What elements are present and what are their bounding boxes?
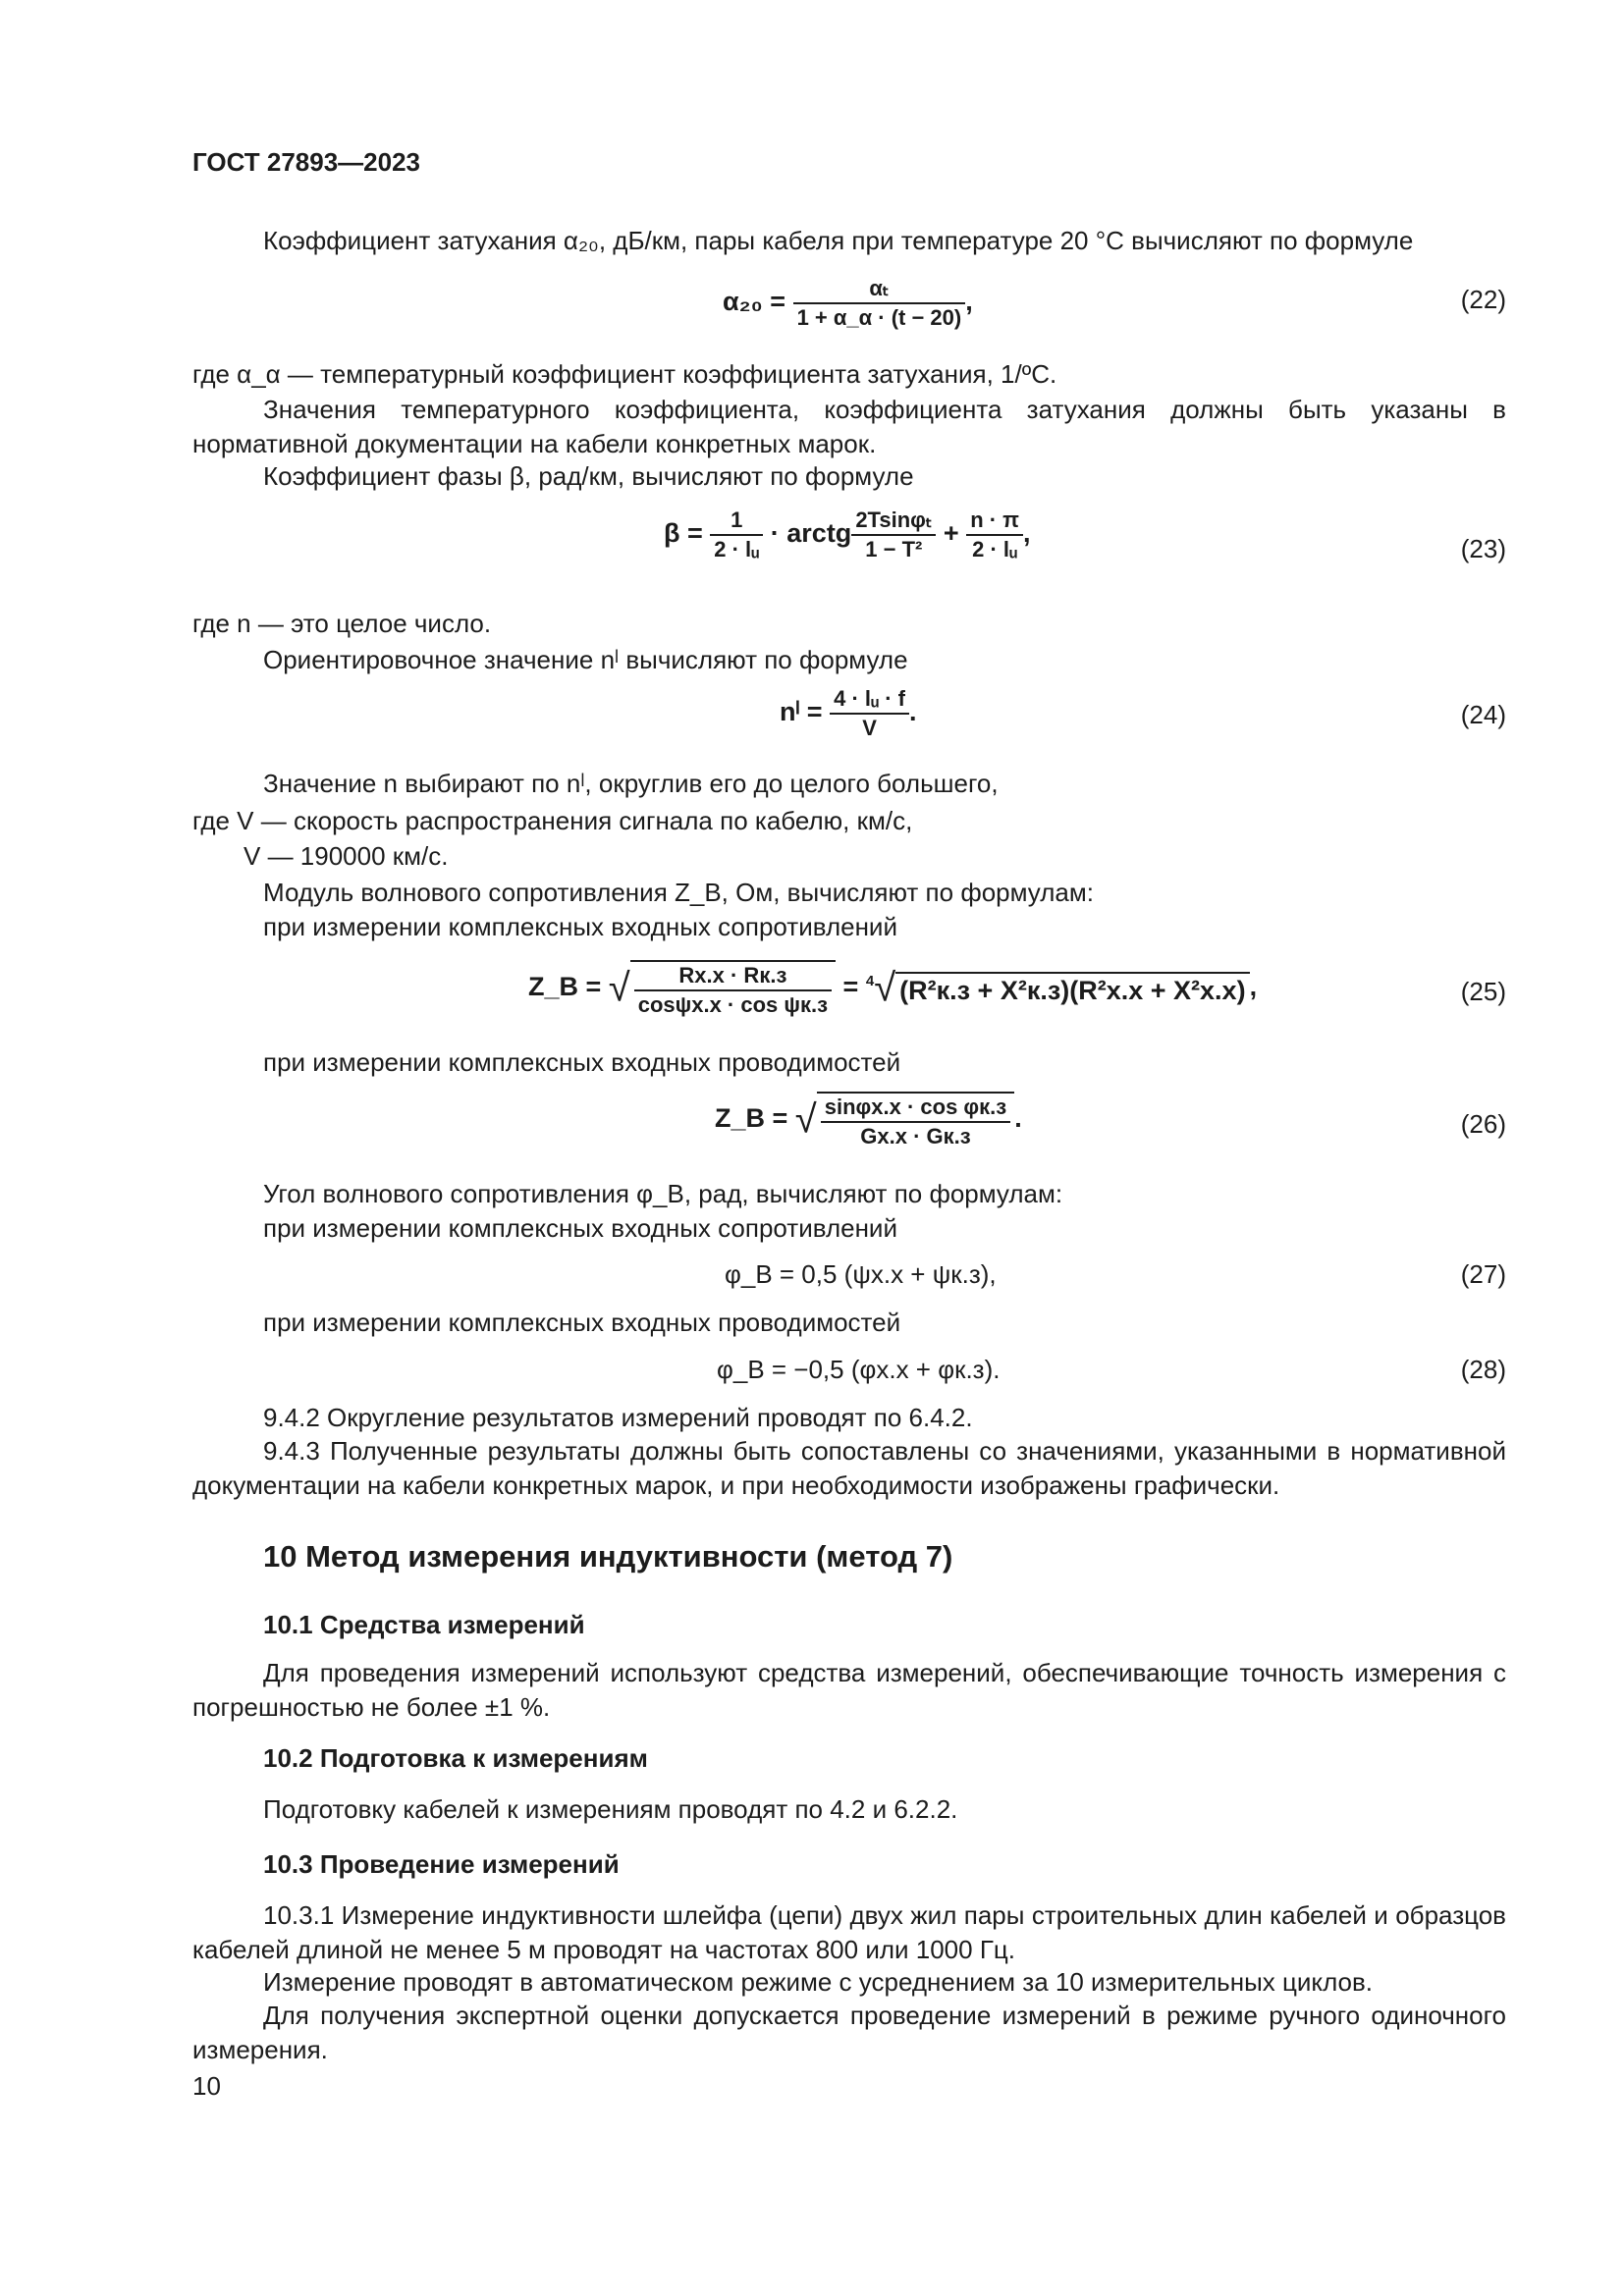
formula-26-numerator: sinφx.x · cos φк.з bbox=[821, 1095, 1010, 1123]
formula-23-frac1-num: 1 bbox=[710, 508, 763, 536]
formula-25-root-body: (R²к.з + X²к.з)(R²x.x + X²x.x) bbox=[895, 972, 1249, 1006]
formula-23-frac1-den: 2 · lᵤ bbox=[714, 537, 760, 561]
formula-24 bbox=[780, 687, 916, 740]
paragraph-phi-cond: при измерении комплексных входных проводимостей bbox=[263, 1308, 901, 1337]
formula-24-tail: . bbox=[908, 697, 917, 727]
paragraph-choose-n: Значение n выбирают по nˡ, округлив его до целого большего, bbox=[263, 769, 999, 798]
formula-24-fraction bbox=[830, 687, 909, 740]
paragraph-where-V: где V — скорость распространения сигнала по кабелю, км/с, bbox=[192, 806, 913, 835]
formula-23-lhs: β = bbox=[664, 518, 703, 549]
formula-23-fraction-2 bbox=[851, 508, 936, 561]
paragraph-where-n: где n — это целое число. bbox=[192, 609, 492, 638]
subsection-heading-10-1: 10.1 Средства измерений bbox=[263, 1610, 585, 1639]
paragraph-10-3-1: 10.3.1 Измерение индуктивности шлейфа (цепи) двух жил пары строительных длин кабелей и образцов кабелей длиной не менее 5 м проводят на частотах 800 или 1000 Гц. bbox=[192, 1900, 1506, 1964]
paragraph-ZB-cond: при измерении комплексных входных проводимостей bbox=[263, 1047, 901, 1077]
formula-26 bbox=[715, 1092, 1022, 1148]
paragraph-ZB-intro: Модуль волнового сопротивления Z_B, Ом, вычисляют по формулам: bbox=[263, 878, 1094, 907]
paragraph-9-4-3: 9.4.3 Полученные результаты должны быть сопоставлены со значениями, указанными в нормативной документации на кабели конкретных марок, и при необходимости изображены графически. bbox=[192, 1436, 1506, 1500]
subsection-heading-10-2: 10.2 Подготовка к измерениям bbox=[263, 1743, 648, 1773]
paragraph-ZB-resist: при измерении комплексных входных сопротивлений bbox=[263, 912, 897, 941]
formula-28: φ_B = −0,5 (φx.x + φк.з). bbox=[717, 1355, 1001, 1384]
equation-number-24: (24) bbox=[1460, 700, 1506, 729]
equation-number-28: (28) bbox=[1460, 1355, 1506, 1384]
formula-23-frac3-den: 2 · lᵤ bbox=[972, 537, 1018, 561]
sqrt-sign-icon: √ bbox=[794, 1097, 817, 1142]
formula-22-denominator: 1 + α_α · (t − 20) bbox=[796, 305, 962, 330]
formula-25-fraction bbox=[634, 964, 832, 1017]
formula-23-arctg: · arctg bbox=[770, 518, 852, 549]
formula-25-tail: , bbox=[1249, 972, 1258, 1002]
formula-25 bbox=[528, 960, 1257, 1017]
formula-24-lhs: nˡ = bbox=[780, 697, 823, 727]
sqrt-sign-icon: √ bbox=[874, 966, 896, 1010]
paragraph-alpha20-intro: Коэффициент затухания α₂₀, дБ/км, пары кабеля при температуре 20 °С вычисляют по формуле bbox=[263, 226, 1414, 255]
section-heading-10: 10 Метод измерения индуктивности (метод 7) bbox=[263, 1539, 953, 1574]
page-number: 10 bbox=[192, 2071, 221, 2101]
formula-26-root bbox=[817, 1092, 1014, 1148]
paragraph-beta-intro: Коэффициент фазы β, рад/км, вычисляют по формуле bbox=[263, 461, 914, 491]
paragraph-auto-mode: Измерение проводят в автоматическом режиме с усреднением за 10 измерительных циклов. bbox=[263, 1967, 1374, 1997]
paragraph-10-1: Для проведения измерений используют средства измерений, обеспечивающие точность измерения с погрешностью не более ±1 %. bbox=[192, 1658, 1506, 1722]
paragraph-approx-n: Ориентировочное значение nˡ вычисляют по формуле bbox=[263, 645, 908, 674]
formula-22-fraction bbox=[793, 277, 966, 330]
formula-25-root bbox=[630, 960, 836, 1017]
document-header: ГОСТ 27893—2023 bbox=[192, 147, 420, 177]
paragraph-V-value: V — 190000 км/с. bbox=[244, 841, 449, 871]
formula-22 bbox=[723, 277, 973, 330]
formula-24-denominator: V bbox=[862, 716, 877, 740]
formula-22-tail: , bbox=[965, 287, 973, 317]
formula-24-numerator: 4 · lᵤ · f bbox=[830, 687, 909, 715]
subsection-heading-10-3: 10.3 Проведение измерений bbox=[263, 1849, 620, 1879]
formula-23 bbox=[664, 508, 1031, 561]
equation-number-27: (27) bbox=[1460, 1259, 1506, 1289]
formula-22-lhs: α₂₀ = bbox=[723, 287, 786, 317]
formula-25-root-index: 4 bbox=[865, 973, 875, 990]
formula-25-equals: = bbox=[842, 972, 859, 1002]
sqrt-sign-icon: √ bbox=[608, 966, 630, 1010]
paragraph-where-alpha: где α_α — температурный коэффициент коэффициента затухания, 1/ºС. bbox=[192, 359, 1057, 389]
formula-26-lhs: Z_B = bbox=[715, 1103, 788, 1134]
formula-23-plus: + bbox=[943, 518, 959, 549]
paragraph-9-4-2: 9.4.2 Округление результатов измерений проводят по 6.4.2. bbox=[263, 1403, 973, 1432]
paragraph-10-2: Подготовку кабелей к измерениям проводят по 4.2 и 6.2.2. bbox=[263, 1794, 958, 1824]
formula-25-denominator: cosψx.x · cos ψк.з bbox=[637, 992, 829, 1017]
formula-25-lhs: Z_B = bbox=[528, 972, 602, 1002]
formula-26-denominator: Gx.x · Gк.з bbox=[860, 1124, 971, 1148]
formula-23-frac3-num: n · π bbox=[966, 508, 1023, 536]
equation-number-26: (26) bbox=[1460, 1109, 1506, 1139]
formula-27: φ_B = 0,5 (ψx.x + ψк.з), bbox=[725, 1259, 997, 1289]
formula-22-numerator: αₜ bbox=[793, 277, 966, 304]
paragraph-phi-resist: при измерении комплексных входных сопротивлений bbox=[263, 1213, 897, 1243]
equation-number-25: (25) bbox=[1460, 977, 1506, 1006]
formula-23-fraction-3 bbox=[966, 508, 1023, 561]
paragraph-phi-intro: Угол волнового сопротивления φ_B, рад, вычисляют по формулам: bbox=[263, 1179, 1063, 1208]
paragraph-expert: Для получения экспертной оценки допускается проведение измерений в режиме ручного одиночного измерения. bbox=[192, 2001, 1506, 2064]
formula-23-frac2-num: 2Tsinφₜ bbox=[851, 508, 936, 536]
equation-number-22: (22) bbox=[1460, 285, 1506, 314]
paragraph-values-note: Значения температурного коэффициента, коэффициента затухания должны быть указаны в нормативной документации на кабели конкретных марок. bbox=[192, 395, 1506, 458]
formula-23-frac2-den: 1 − T² bbox=[865, 537, 923, 561]
formula-23-fraction-1 bbox=[710, 508, 763, 561]
formula-26-fraction bbox=[821, 1095, 1010, 1148]
formula-26-tail: . bbox=[1014, 1103, 1022, 1134]
formula-25-numerator: Rx.x · Rк.з bbox=[634, 964, 832, 991]
formula-23-tail: , bbox=[1023, 518, 1031, 549]
equation-number-23: (23) bbox=[1460, 534, 1506, 563]
